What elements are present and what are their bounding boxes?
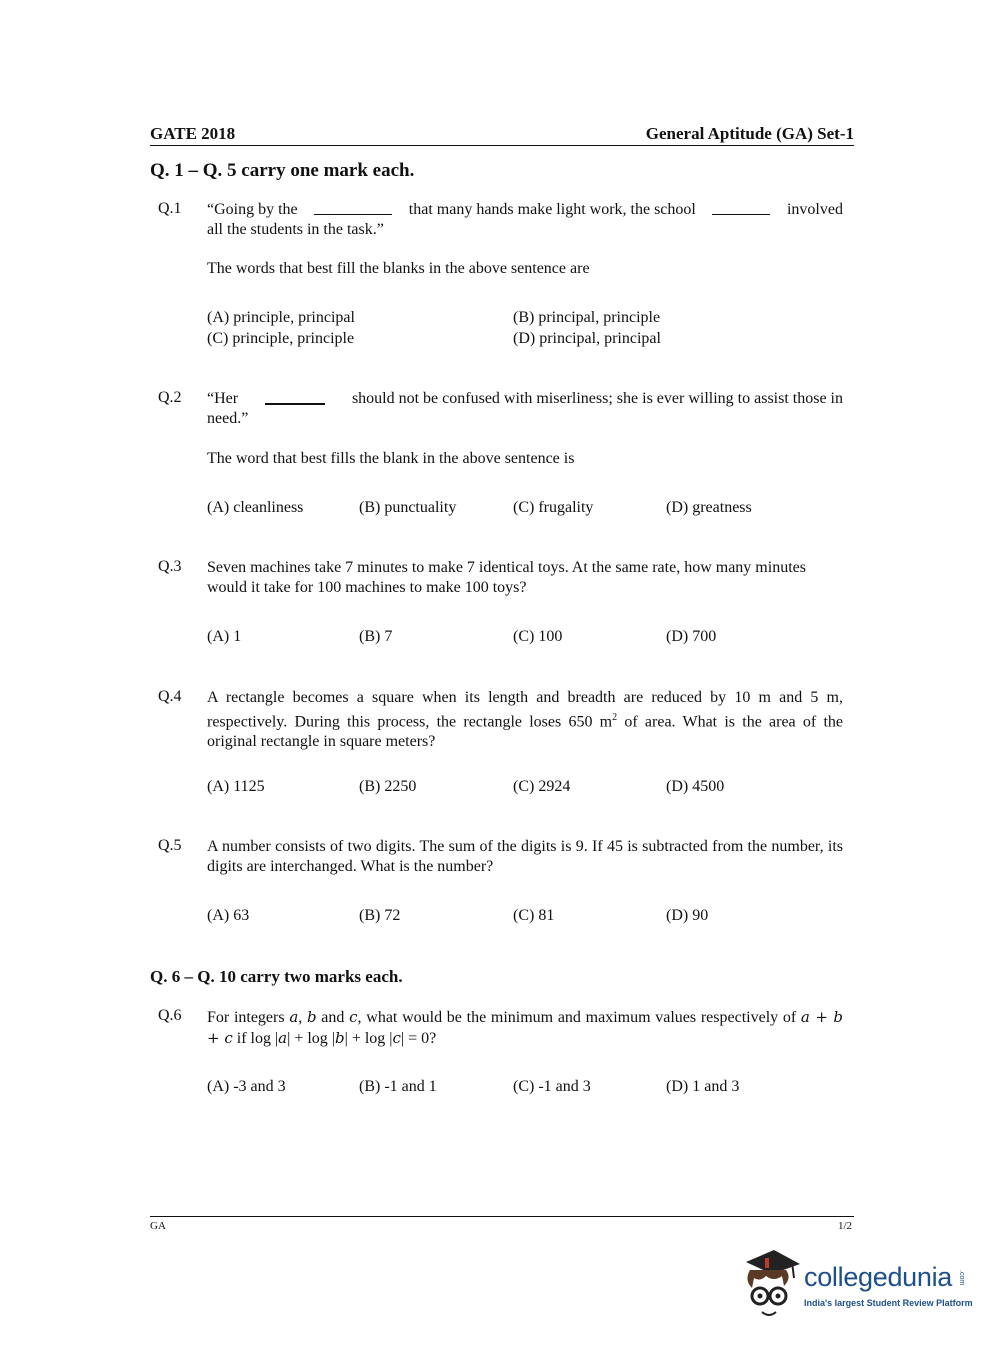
question-text: “Going by the that many hands make light work, the school involved all the students in the task.” xyxy=(207,201,843,238)
logo-domain: .com xyxy=(958,1270,965,1286)
option-c: (C) 100 xyxy=(513,628,563,645)
question-prompt: The word that best fills the blank in the above sentence is xyxy=(207,450,575,467)
logo-wordmark: collegedunia xyxy=(804,1262,953,1292)
option-b: (B) -1 and 1 xyxy=(359,1078,437,1095)
question-number: Q.1 xyxy=(158,200,182,217)
footer-left: GA xyxy=(150,1220,166,1232)
question-text: A rectangle becomes a square when its length and breadth are reduced by 10 m and 5 m, respectively. During this process, the rectangle loses 650 $m^2$ of area. What is the area of the original rectangle in square meters? xyxy=(207,689,843,751)
option-c: (C) -1 and 3 xyxy=(513,1078,591,1095)
option-c: (C) 2924 xyxy=(513,778,571,795)
option-b: (B) 7 xyxy=(359,628,393,645)
option-a: (A) 1 xyxy=(207,628,242,645)
option-b: (B) punctuality xyxy=(359,499,457,516)
page-number: 1/2 xyxy=(837,1220,852,1232)
question-number: Q.4 xyxy=(158,688,182,705)
mascot-logo-icon xyxy=(740,1248,802,1320)
header-right: General Aptitude (GA) Set-1 xyxy=(645,124,854,143)
header-left: GATE 2018 xyxy=(150,124,236,143)
logo-tagline: India's largest Student Review Platform xyxy=(804,1298,973,1308)
option-d: (D) 700 xyxy=(666,628,717,645)
section-title-2: Q. 6 – Q. 10 carry two marks each. xyxy=(150,967,403,986)
question-number: Q.6 xyxy=(158,1007,182,1024)
option-d: (D) principal, principal xyxy=(513,330,661,347)
question-number: Q.2 xyxy=(158,389,182,406)
option-a: (A) principle, principal xyxy=(207,309,355,326)
option-d: (D) greatness xyxy=(666,499,752,516)
answer-blank xyxy=(265,389,325,405)
option-b: (B) 2250 xyxy=(359,778,417,795)
option-d: (D) 1 and 3 xyxy=(666,1078,740,1095)
option-a: (A) cleanliness xyxy=(207,499,304,516)
answer-blank xyxy=(712,200,770,215)
question-text: “Her should not be confused with miserliness; she is ever willing to assist those in need.” xyxy=(207,390,843,427)
question-text: A number consists of two digits. The sum of the digits is 9. If 45 is subtracted from the number, its digits are interchanged. What is the number? xyxy=(207,838,843,875)
option-c: (C) principle, principle xyxy=(207,330,355,347)
option-c: (C) frugality xyxy=(513,499,594,516)
footer-rule xyxy=(150,1216,854,1217)
header-rule xyxy=(150,145,854,146)
option-b: (B) principal, principle xyxy=(513,309,661,326)
question-number: Q.3 xyxy=(158,558,182,575)
option-c: (C) 81 xyxy=(513,907,555,924)
option-d: (D) 4500 xyxy=(666,778,725,795)
question-text: For integers a, b and c, what would be the minimum and maximum values respectively of a + b + c if log |a| + log |b| + log |c| = 0? xyxy=(207,1008,843,1047)
question-number: Q.5 xyxy=(158,837,182,854)
answer-blank xyxy=(314,200,392,215)
question-text: Seven machines take 7 minutes to make 7 identical toys. At the same rate, how many minutes would it take for 100 machines to make 100 toys? xyxy=(207,559,806,596)
option-b: (B) 72 xyxy=(359,907,401,924)
question-prompt: The words that best fill the blanks in the above sentence are xyxy=(207,260,590,277)
option-d: (D) 90 xyxy=(666,907,709,924)
option-a: (A) 1125 xyxy=(207,778,265,795)
section-title-1: Q. 1 – Q. 5 carry one mark each. xyxy=(150,160,415,181)
option-a: (A) 63 xyxy=(207,907,250,924)
option-a: (A) -3 and 3 xyxy=(207,1078,286,1095)
